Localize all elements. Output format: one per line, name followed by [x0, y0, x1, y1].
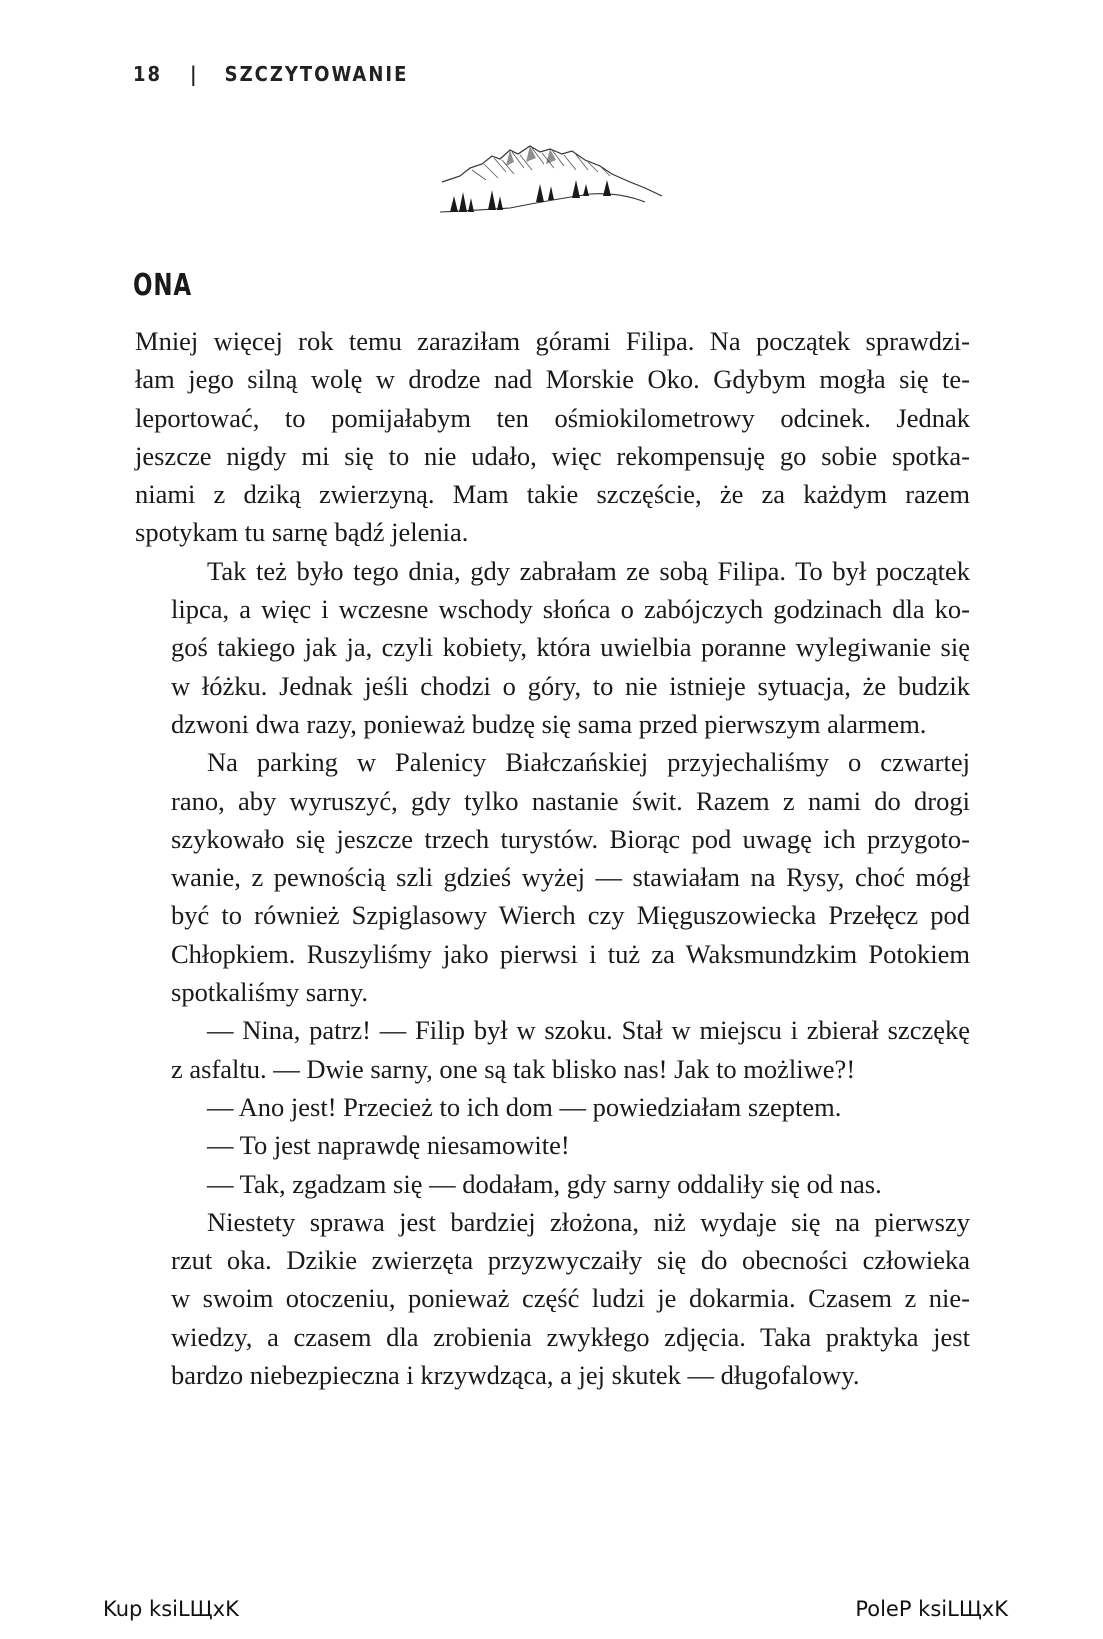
text-line: Tak też było tego dnia, gdy zabrałam ze sobą Filipa. To był początek — [207, 555, 970, 586]
text-line: — To jest naprawdę niesamowite! — [207, 1130, 570, 1161]
text-line: Niestety sprawa jest bardziej złożona, niż wydaje się na pierwszy — [207, 1206, 970, 1237]
text-line: Chłopkiem. Ruszyliśmy jako pierwsi i tuż za Waksmundzkim Potokiem — [171, 938, 970, 969]
paragraph — [135, 1126, 970, 1164]
page-number: 18 — [133, 62, 163, 86]
text-line: rano, aby wyruszyć, gdy tylko nastanie świt. Razem z nami do drogi — [171, 785, 970, 816]
paragraph — [135, 1088, 970, 1126]
text-line: szykowało się jeszcze trzech turystów. Biorąc pod uwagę ich przygoto- — [171, 823, 970, 854]
text-line: jeszcze nigdy mi się to nie udało, więc rekompensuję go sobie spotka- — [135, 440, 970, 471]
text-line: leportować, to pomijałabym ten ośmiokilometrowy odcinek. Jednak — [135, 402, 970, 433]
header-separator: | — [190, 62, 199, 86]
text-line: lipca, a więc i wczesne wschody słońca o zabójczych godzinach dla ko- — [171, 594, 970, 625]
paragraph — [135, 743, 970, 1011]
text-line: wiedzy, a czasem dla zrobienia zwykłego zdjęcia. Taka praktyka jest — [171, 1321, 970, 1352]
paragraph — [135, 1011, 970, 1088]
text-line: w łóżku. Jednak jeśli chodzi o góry, to nie istnieje sytuacja, że budzik — [171, 670, 970, 701]
text-line: spotkaliśmy sarny. — [171, 977, 369, 1008]
text-line: niami z dziką zwierzyną. Mam takie szczęście, że za każdym razem — [135, 479, 970, 510]
text-line: rzut oka. Dzikie zwierzęta przyzwyczaiły się do obecności człowieka — [171, 1245, 970, 1276]
running-header — [133, 62, 408, 86]
text-line: z asfaltu. — Dwie sarny, one są tak blisko nas! Jak to możliwe?! — [171, 1053, 856, 1084]
text-line: — Nina, patrz! — Filip był w szoku. Stał w miejscu i zbierał szczękę — [207, 1015, 970, 1046]
text-line: — Tak, zgadzam się — dodałam, gdy sarny oddaliły się od nas. — [207, 1168, 882, 1199]
paragraph — [135, 1203, 970, 1394]
text-line: spotykam tu sarnę bądź jelenia. — [135, 517, 469, 548]
footer-recommend-book[interactable]: PoleP ksiLЩxK — [855, 1597, 1008, 1621]
book-title: SZCZYTOWANIE — [224, 62, 409, 86]
mountain-ornament-icon — [440, 140, 665, 230]
footer-buy-book[interactable]: Kup ksiLЩxK — [103, 1597, 239, 1621]
text-line: Na parking w Palenicy Białczańskiej przyjechaliśmy o czwartej — [207, 747, 970, 778]
body-text — [135, 322, 970, 1394]
paragraph — [135, 322, 970, 552]
text-line: dzwoni dwa razy, ponieważ budzę się sama przed pierwszym alarmem. — [171, 708, 927, 739]
text-line: bardzo niebezpieczna i krzywdząca, a jej skutek — długofalowy. — [171, 1360, 860, 1391]
text-line: goś takiego jak ja, czyli kobiety, która uwielbia poranne wylegiwanie się — [171, 632, 970, 663]
text-line: wanie, z pewnością szli gdzieś wyżej — stawiałam na Rysy, choć mógł — [171, 862, 970, 893]
text-line: łam jego silną wolę w drodze nad Morskie Oko. Gdybym mogła się te- — [135, 364, 970, 395]
text-line: Mniej więcej rok temu zaraziłam górami Filipa. Na początek sprawdzi- — [135, 326, 970, 356]
text-line: w swoim otoczeniu, ponieważ część ludzi je dokarmia. Czasem z nie- — [171, 1283, 970, 1314]
text-line: być to również Szpiglasowy Wierch czy Mięguszowiecka Przełęcz pod — [171, 900, 970, 931]
paragraph — [135, 552, 970, 743]
chapter-title: ONA — [133, 268, 193, 303]
text-line: — Ano jest! Przecież to ich dom — powiedziałam szeptem. — [207, 1091, 842, 1122]
paragraph — [135, 1165, 970, 1203]
